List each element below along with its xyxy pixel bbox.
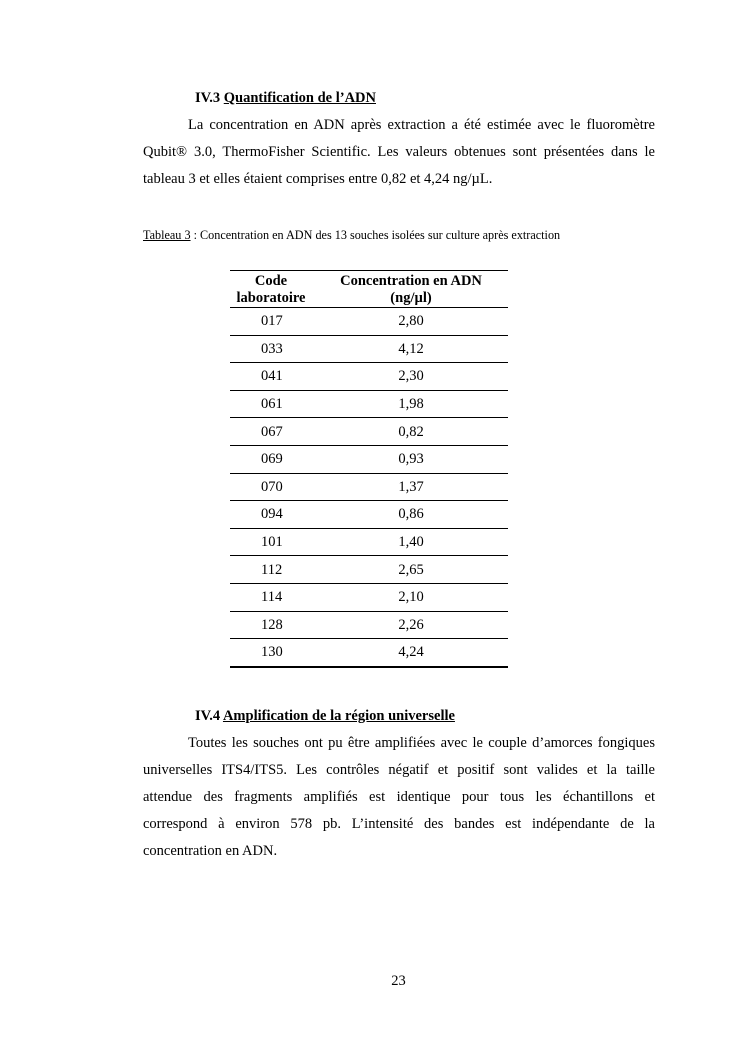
section-number: IV.4: [195, 708, 221, 724]
table-header-row: [230, 271, 508, 308]
paragraph-line: tableau 3 et elles étaient comprises entre 0,82 et 4,24 ng/µL.: [143, 171, 493, 187]
table-row: [230, 418, 508, 446]
table-row: [230, 556, 508, 584]
cell-code: 130: [230, 639, 314, 667]
column-header-code: Code laboratoire: [230, 271, 314, 308]
table-row: [230, 611, 508, 639]
cell-code: 069: [230, 445, 314, 473]
table-caption-label: Tableau 3: [143, 228, 191, 242]
paragraph-line: attendue des fragments amplifiés est identique pour tous les échantillons et: [143, 789, 655, 805]
cell-concentration: 2,65: [314, 556, 508, 584]
paragraph-line: concentration en ADN.: [143, 843, 278, 859]
table-row: [230, 639, 508, 667]
table-row: [230, 308, 508, 336]
cell-code: 128: [230, 611, 314, 639]
cell-concentration: 2,30: [314, 363, 508, 391]
cell-concentration: 2,10: [314, 583, 508, 611]
cell-concentration: 0,86: [314, 501, 508, 529]
paragraph-line: La concentration en ADN après extraction a été estimée avec le fluoromètre: [188, 117, 655, 133]
cell-concentration: 2,26: [314, 611, 508, 639]
paragraph-line: universelles ITS4/ITS5. Les contrôles négatif et positif sont valides et la taille: [143, 762, 655, 778]
table-row: [230, 583, 508, 611]
paragraph-line: Qubit® 3.0, ThermoFisher Scientific. Les valeurs obtenues sont présentées dans le: [143, 144, 655, 160]
section-heading-iv4: [195, 706, 455, 726]
table-row: [230, 528, 508, 556]
cell-concentration: 1,98: [314, 390, 508, 418]
table-row: [230, 473, 508, 501]
table-row: [230, 363, 508, 391]
cell-concentration: 0,82: [314, 418, 508, 446]
table-row: [230, 501, 508, 529]
cell-code: 112: [230, 556, 314, 584]
cell-concentration: 2,80: [314, 308, 508, 336]
table-row: [230, 335, 508, 363]
cell-concentration: 4,24: [314, 639, 508, 667]
cell-code: 017: [230, 308, 314, 336]
section-title: Amplification de la région universelle: [222, 708, 455, 724]
section-title: Quantification de l’ADN: [223, 90, 376, 106]
cell-code: 041: [230, 363, 314, 391]
dna-concentration-table: [230, 270, 508, 668]
cell-concentration: 0,93: [314, 445, 508, 473]
cell-concentration: 1,37: [314, 473, 508, 501]
paragraph-line: correspond à environ 578 pb. L’intensité des bandes est indépendante de la: [143, 816, 655, 832]
cell-concentration: 1,40: [314, 528, 508, 556]
paragraph-quantification: [143, 112, 655, 193]
cell-code: 067: [230, 418, 314, 446]
paragraph-amplification: [143, 730, 655, 865]
cell-code: 061: [230, 390, 314, 418]
section-number: IV.3: [195, 90, 221, 106]
cell-code: 033: [230, 335, 314, 363]
table-caption: [143, 227, 560, 243]
cell-code: 114: [230, 583, 314, 611]
table-row: [230, 445, 508, 473]
cell-code: 094: [230, 501, 314, 529]
section-heading-iv3: [195, 88, 376, 108]
cell-code: 101: [230, 528, 314, 556]
page-number: 23: [391, 973, 406, 989]
paragraph-line: Toutes les souches ont pu être amplifiées avec le couple d’amorces fongiques: [188, 735, 655, 751]
cell-concentration: 4,12: [314, 335, 508, 363]
table-caption-text: : Concentration en ADN des 13 souches isolées sur culture après extraction: [190, 228, 561, 242]
table-row: [230, 390, 508, 418]
column-header-concentration: Concentration en ADN (ng/µl): [314, 271, 508, 308]
cell-code: 070: [230, 473, 314, 501]
